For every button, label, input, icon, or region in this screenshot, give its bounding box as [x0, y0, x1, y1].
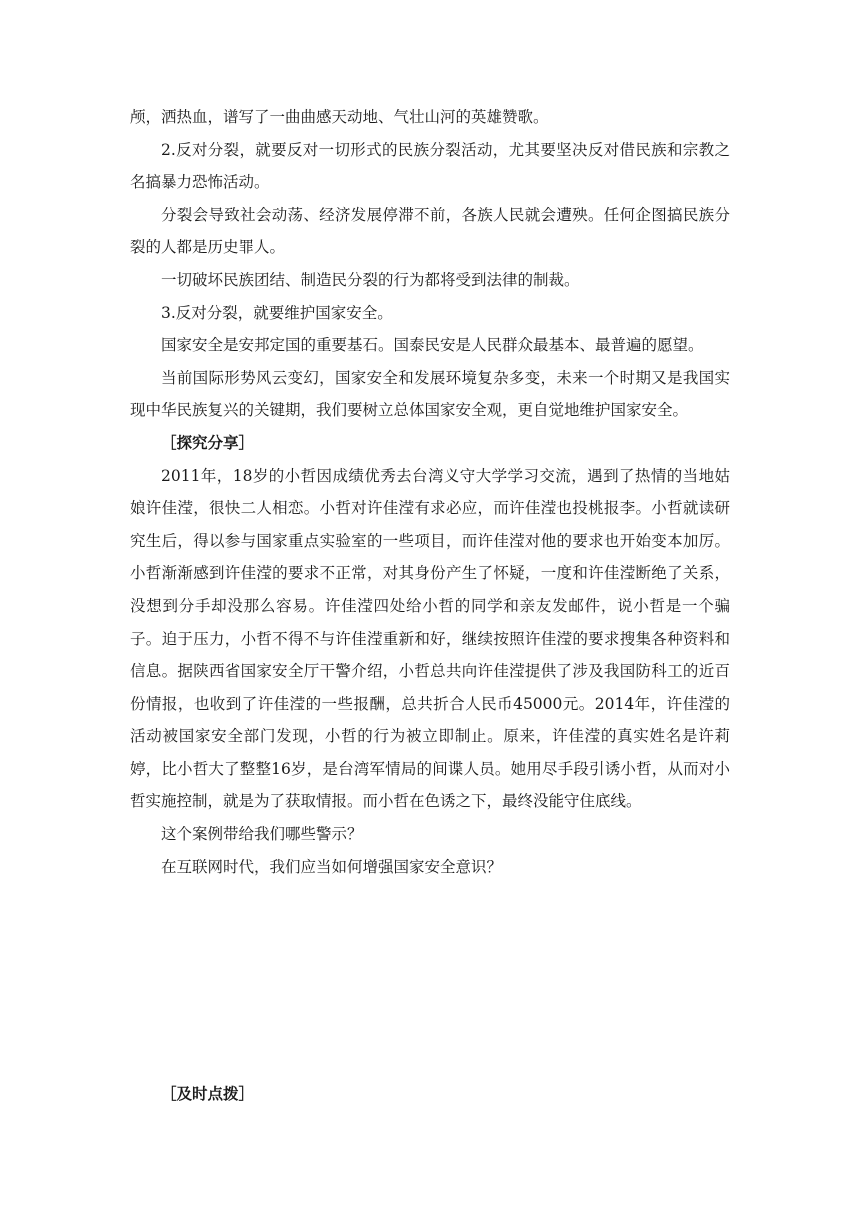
document-page [130, 101, 730, 1111]
paragraph-continued: 颅，洒热血，谱写了一曲曲感天动地、气壮山河的英雄赞歌。 [130, 108, 549, 126]
section-heading-explore: ［探究分享］ [161, 432, 255, 452]
paragraph-case-study: 2011年，18岁的小哲因成绩优秀去台湾义守大学学习交流，遇到了热情的当地姑娘许佳滢，很快二人相恋。小哲对许佳滢有求必应，而许佳滢也投桃报李。小哲就读研究生后，得以参与国家重点实验室的一些项目，而许佳滢对他的要求也开始变本加厉。小哲渐渐感到许佳滢的要求不正常，对其身份产生了怀疑，一度和许佳滢断绝了关系，没想到分手却没那么容易。许佳滢四处给小哲的同学和亲友发邮件，说小哲是一个骗子。迫于压力，小哲不得不与许佳滢重新和好，继续按照许佳滢的要求搜集各种资料和信息。据陕西省国家安全厅干警介绍，小哲总共向许佳滢提供了涉及我国防科工的近百份情报，也收到了许佳滢的一些报酬，总共折合人民币45000元。2014年，许佳滢的活动被国家安全部门发现，小哲的行为被立即制止。原来，许佳滢的真实姓名是许莉婷，比小哲大了整整16岁，是台湾军情局的间谍人员。她用尽手段引诱小哲，从而对小哲实施控制，就是为了获取情报。而小哲在色诱之下，最终没能守住底线。 [130, 466, 730, 811]
question-internet-era: 在互联网时代，我们应当如何增强国家安全意识？ [161, 857, 503, 876]
paragraph-security-cornerstone: 国家安全是安邦定国的重要基石。国泰民安是人民群众最基本、最普遍的愿望。 [161, 336, 704, 355]
question-warning: 这个案例带给我们哪些警示？ [161, 825, 363, 844]
answer-space [130, 883, 730, 1078]
paragraph-legal-sanction: 一切破坏民族团结、制造民分裂的行为都将受到法律的制裁。 [161, 270, 580, 289]
paragraph-split-consequence: 分裂会导致社会动荡、经济发展停滞不前，各族人民就会遭殃。任何企图搞民族分裂的人都是历史罪人。 [130, 205, 730, 257]
paragraph-international-situation: 当前国际形势风云变幻，国家安全和发展环境复杂多变，未来一个时期又是我国实现中华民族复兴的关键期，我们要树立总体国家安全观，更自觉地维护国家安全。 [130, 368, 730, 420]
paragraph-point-2: 2.反对分裂，就要反对一切形式的民族分裂活动，尤其要坚决反对借民族和宗教之名搞暴力恐怖活动。 [130, 140, 730, 192]
section-heading-tips: ［及时点拨］ [161, 1084, 255, 1104]
paragraph-point-3: 3.反对分裂，就要维护国家安全。 [161, 303, 393, 322]
